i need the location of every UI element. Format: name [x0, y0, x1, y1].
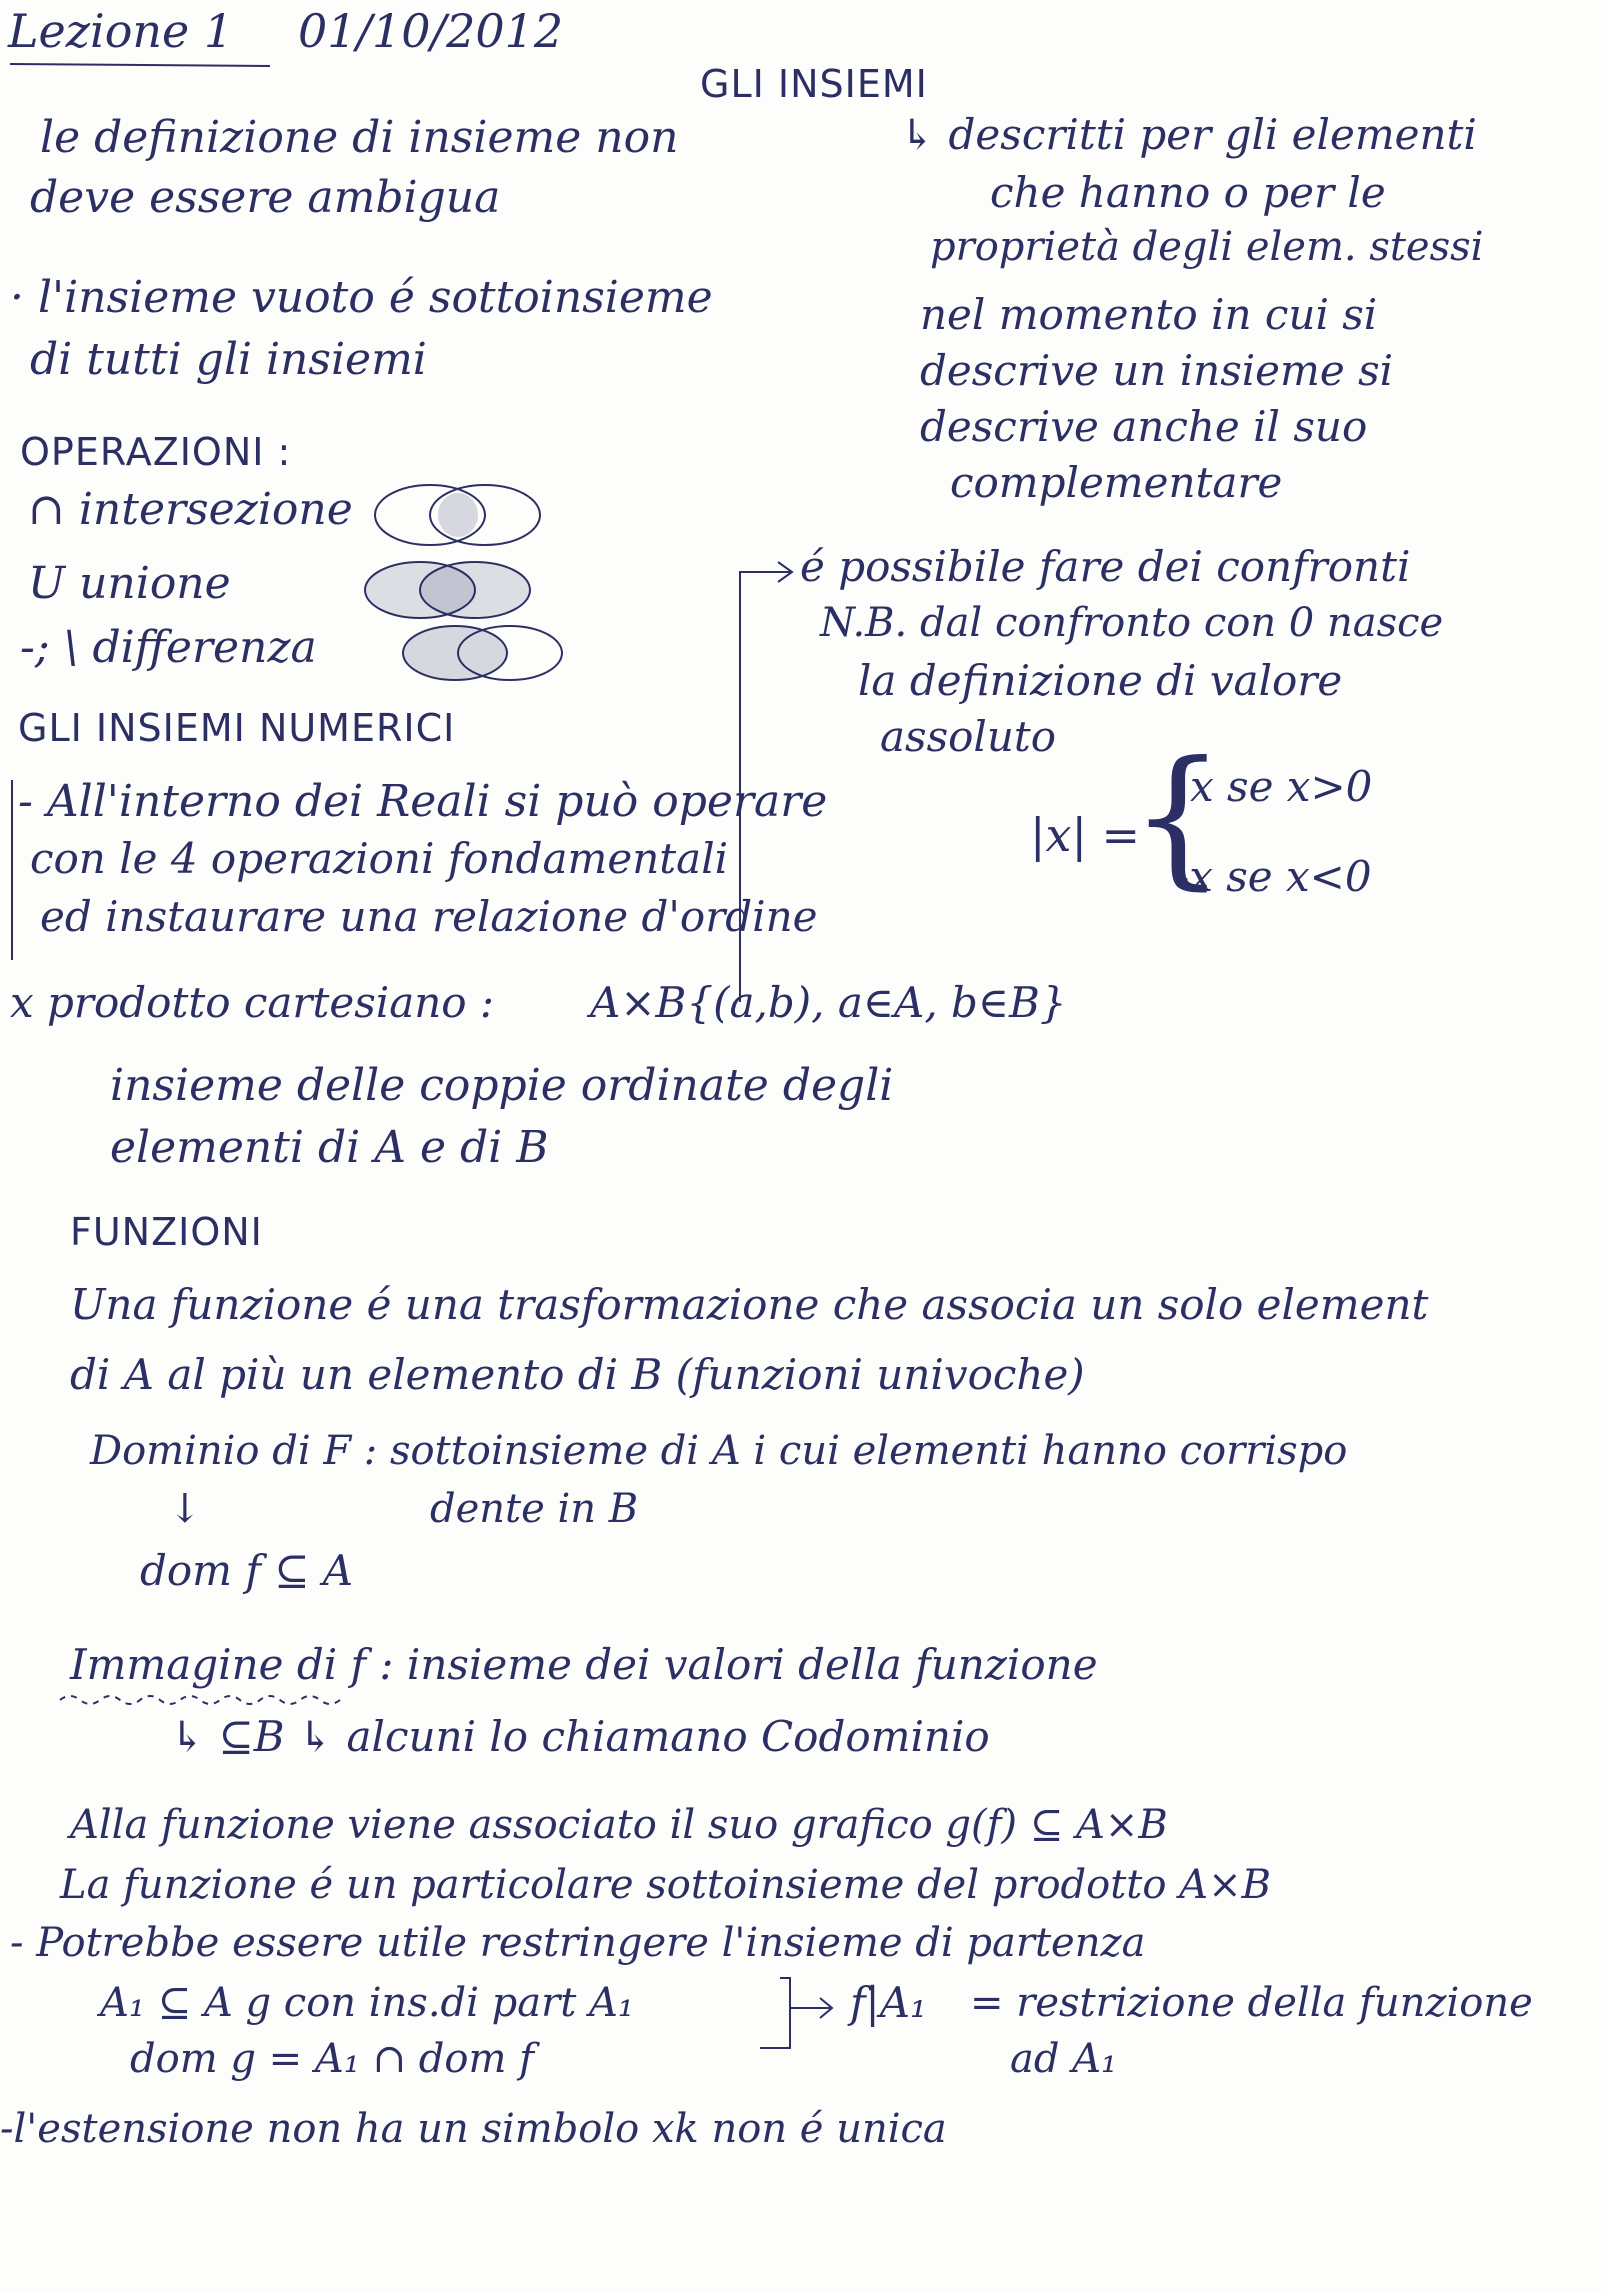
op-difference: -; \ differenza	[20, 622, 317, 673]
image-def-line1: Immagine di f : insieme dei valori della funzione	[70, 1640, 1098, 1689]
restriction-def-line1: = restrizione della funzione	[970, 1980, 1533, 2026]
domain-def-line2: dente in B	[430, 1486, 639, 1532]
sets-desc-line1: ↳ descritti per gli elementi	[900, 110, 1477, 159]
image-def-line2: ↳ ⊆B ↳ alcuni lo chiamano Codominio	[170, 1712, 990, 1761]
restriction-notation: f|A₁	[850, 1978, 927, 2027]
cartesian-product-formula: A×B{(a,b), a∈A, b∈B}	[590, 978, 1067, 1027]
compare-line3: la definizione di valore	[858, 656, 1343, 705]
sets-desc-line4: nel momento in cui si	[920, 290, 1378, 339]
empty-set-line1: · l'insieme vuoto é sottoinsieme	[10, 272, 713, 323]
abs-value-lhs: |x| =	[1030, 808, 1141, 862]
domain-def-line1: Dominio di F : sottoinsieme di A i cui elementi hanno corrispo	[90, 1428, 1348, 1474]
restriction-line2: A₁ ⊆ A g con ins.di part A₁	[100, 1980, 634, 2026]
reals-line1: - All'interno dei Reali si può operare	[18, 776, 828, 827]
restriction-line1: - Potrebbe essere utile restringere l'insieme di partenza	[10, 1920, 1146, 1966]
compare-line2: N.B. dal confronto con 0 nasce	[820, 600, 1444, 646]
graph-line1: Alla funzione viene associato il suo grafico g(f) ⊆ A×B	[70, 1802, 1168, 1848]
lesson-title: Lezione 1	[8, 4, 234, 58]
abs-value-brace: {	[1130, 730, 1226, 904]
compare-line1: é possibile fare dei confronti	[800, 542, 1411, 591]
function-def-line2: di A al più un elemento di B (funzioni univoche)	[70, 1350, 1085, 1399]
reals-line2: con le 4 operazioni fondamentali	[30, 834, 729, 883]
op-intersection: ∩ intersezione	[28, 484, 353, 535]
definition-line1: le definizione di insieme non	[40, 112, 679, 163]
empty-set-line2: di tutti gli insiemi	[30, 334, 427, 385]
functions-heading: FUNZIONI	[70, 1210, 263, 1254]
operations-heading: OPERAZIONI :	[20, 430, 292, 474]
sets-desc-line5: descrive un insieme si	[920, 346, 1394, 395]
graph-line2: La funzione é un particolare sottoinsieme del prodotto A×B	[60, 1862, 1271, 1908]
lesson-date: 01/10/2012	[298, 4, 564, 58]
sets-desc-line3: proprietà degli elem. stessi	[930, 224, 1484, 270]
sets-heading: GLI INSIEMI	[700, 62, 928, 106]
definition-line2: deve essere ambigua	[30, 172, 501, 223]
domain-arrow-icon: ↓	[168, 1486, 202, 1532]
function-def-line1: Una funzione é una trasformazione che associa un solo element	[70, 1280, 1429, 1329]
numeric-sets-heading: GLI INSIEMI NUMERICI	[18, 706, 456, 750]
restriction-def-line2: ad A₁	[1010, 2036, 1118, 2082]
domain-notation: dom f ⊆ A	[140, 1546, 354, 1595]
sets-desc-line6: descrive anche il suo	[920, 402, 1368, 451]
restriction-line3: dom g = A₁ ∩ dom f	[130, 2036, 534, 2082]
compare-line4: assoluto	[880, 712, 1057, 761]
cartesian-def-line1: insieme delle coppie ordinate degli	[110, 1060, 894, 1111]
abs-value-case1: x se x>0	[1190, 762, 1373, 811]
reals-line3: ed instaurare una relazione d'ordine	[40, 892, 818, 941]
cartesian-def-line2: elementi di A e di B	[110, 1122, 549, 1173]
extension-note: -l'estensione non ha un simbolo xk non é unica	[0, 2106, 947, 2152]
cartesian-product-label: x prodotto cartesiano :	[10, 978, 495, 1027]
sets-desc-line2: che hanno o per le	[990, 168, 1386, 217]
abs-value-case2: -x se x<0	[1175, 852, 1372, 901]
sets-desc-line7: complementare	[950, 458, 1283, 507]
op-union: U unione	[28, 558, 231, 609]
